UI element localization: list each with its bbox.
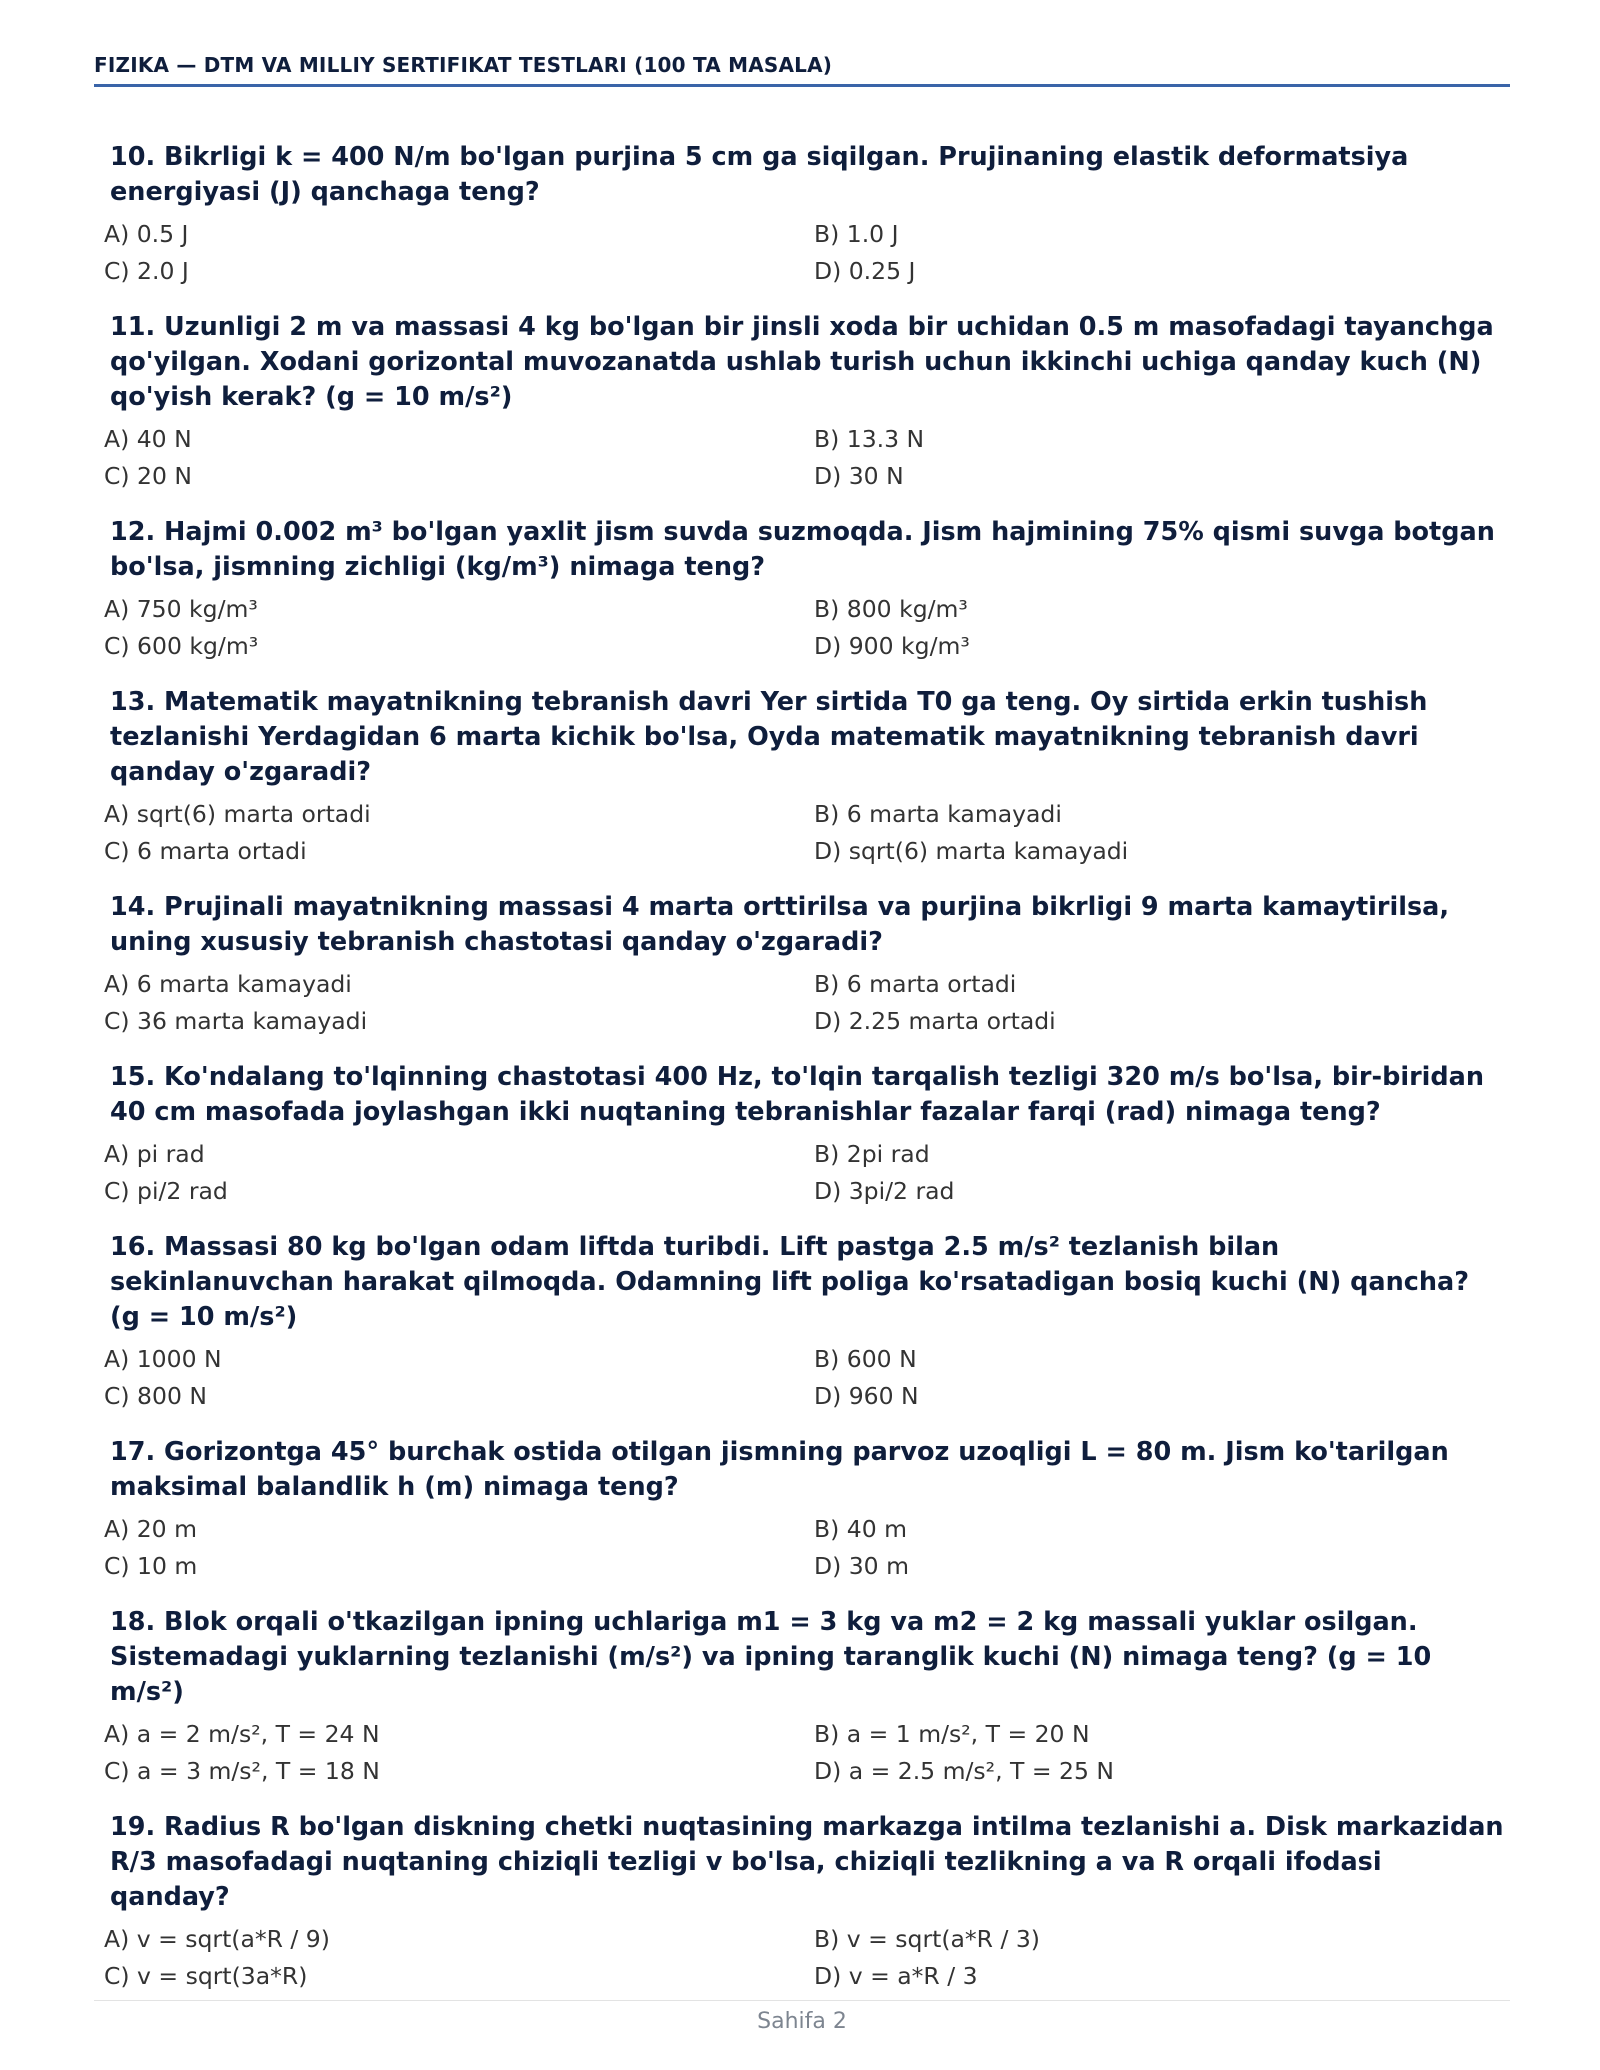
option-c: C) 600 kg/m³: [104, 632, 259, 660]
option-c: C) 10 m: [104, 1552, 198, 1580]
option-b: B) 6 marta kamayadi: [814, 800, 1062, 828]
answer-options: [104, 1716, 1504, 1790]
question-stem: 18. Blok orqali o'tkazilgan ipning uchlariga m1 = 3 kg va m2 = 2 kg massali yuklar osilgan. Sistemadagi yuklarning tezlanishi (m/s²) va ipning taranglik kuchi (N) nimaga teng? (g = 10 m/s²): [110, 1607, 1432, 1707]
question-list: [104, 140, 1504, 1995]
option-d: D) sqrt(6) marta kamayadi: [814, 837, 1129, 865]
answer-options: [104, 421, 1504, 495]
question-stem: 11. Uzunligi 2 m va massasi 4 kg bo'lgan bir jinsli xoda bir uchidan 0.5 m masofadagi tayanchga qo'yilgan. Xodani gorizontal muvozanatda ushlab turish uchun ikkinchi uchiga qanday kuch (N) qo'yish kerak? (g = 10 m/s²): [110, 312, 1494, 412]
option-b: B) 13.3 N: [814, 425, 925, 453]
option-d: D) 900 kg/m³: [814, 632, 970, 660]
option-b: B) a = 1 m/s², T = 20 N: [814, 1720, 1090, 1748]
option-b: B) 1.0 J: [814, 220, 899, 248]
option-c: C) 6 marta ortadi: [104, 837, 307, 865]
option-a: A) 0.5 J: [104, 220, 189, 248]
option-c: C) 800 N: [104, 1382, 207, 1410]
option-a: A) 20 m: [104, 1515, 197, 1543]
option-c: C) 20 N: [104, 462, 192, 490]
document-title: FIZIKA — DTM VA MILLIY SERTIFIKAT TESTLARI (100 TA MASALA): [94, 53, 833, 77]
option-d: D) 0.25 J: [814, 257, 916, 285]
option-b: B) 800 kg/m³: [814, 595, 968, 623]
option-b: B) 6 marta ortadi: [814, 970, 1017, 998]
answer-options: [104, 591, 1504, 665]
page-header: [94, 52, 1510, 87]
option-b: B) 40 m: [814, 1515, 908, 1543]
option-a: A) 750 kg/m³: [104, 595, 258, 623]
question-15: [104, 1060, 1504, 1210]
option-a: A) 1000 N: [104, 1345, 222, 1373]
answer-options: [104, 966, 1504, 1040]
answer-options: [104, 1921, 1504, 1995]
question-11: [104, 310, 1504, 495]
option-c: C) a = 3 m/s², T = 18 N: [104, 1757, 380, 1785]
option-d: D) 2.25 marta ortadi: [814, 1007, 1056, 1035]
option-d: D) a = 2.5 m/s², T = 25 N: [814, 1757, 1114, 1785]
question-17: [104, 1435, 1504, 1585]
question-18: [104, 1605, 1504, 1790]
option-c: C) pi/2 rad: [104, 1177, 228, 1205]
page-number: Sahifa 2: [757, 2009, 847, 2034]
question-stem: 15. Ko'ndalang to'lqinning chastotasi 400 Hz, to'lqin tarqalish tezligi 320 m/s bo'lsa, bir-biridan 40 cm masofada joylashgan ikki nuqtaning tebranishlar fazalar farqi (rad) nimaga teng?: [110, 1062, 1485, 1127]
answer-options: [104, 1511, 1504, 1585]
option-c: C) 2.0 J: [104, 257, 189, 285]
option-a: A) a = 2 m/s², T = 24 N: [104, 1720, 380, 1748]
question-13: [104, 685, 1504, 870]
option-b: B) v = sqrt(a*R / 3): [814, 1925, 1040, 1953]
option-d: D) 960 N: [814, 1382, 919, 1410]
question-stem: 13. Matematik mayatnikning tebranish davri Yer sirtida T0 ga teng. Oy sirtida erkin tushish tezlanishi Yerdagidan 6 marta kichik bo'lsa, Oyda matematik mayatnikning tebranish davri qanday o'zgaradi?: [110, 687, 1428, 787]
option-a: A) 40 N: [104, 425, 192, 453]
question-12: [104, 515, 1504, 665]
answer-options: [104, 796, 1504, 870]
answer-options: [104, 1341, 1504, 1415]
answer-options: [104, 1136, 1504, 1210]
answer-options: [104, 216, 1504, 290]
option-a: A) sqrt(6) marta ortadi: [104, 800, 371, 828]
question-stem: 10. Bikrligi k = 400 N/m bo'lgan purjina 5 cm ga siqilgan. Prujinaning elastik deformatsiya energiyasi (J) qanchaga teng?: [110, 142, 1409, 207]
question-stem: 19. Radius R bo'lgan diskning chetki nuqtasining markazga intilma tezlanishi a. Disk markazidan R/3 masofadagi nuqtaning chiziqli tezligi v bo'lsa, chiziqli tezlikning a va R orqali ifodasi qanday?: [110, 1812, 1504, 1912]
question-10: [104, 140, 1504, 290]
option-a: A) pi rad: [104, 1140, 205, 1168]
option-c: C) 36 marta kamayadi: [104, 1007, 368, 1035]
option-a: A) 6 marta kamayadi: [104, 970, 352, 998]
option-b: B) 2pi rad: [814, 1140, 930, 1168]
option-a: A) v = sqrt(a*R / 9): [104, 1925, 330, 1953]
question-16: [104, 1230, 1504, 1415]
question-19: [104, 1810, 1504, 1995]
option-b: B) 600 N: [814, 1345, 917, 1373]
option-d: D) v = a*R / 3: [814, 1962, 978, 1990]
question-stem: 12. Hajmi 0.002 m³ bo'lgan yaxlit jism suvda suzmoqda. Jism hajmining 75% qismi suvga botgan bo'lsa, jismning zichligi (kg/m³) nimaga teng?: [110, 517, 1495, 582]
question-14: [104, 890, 1504, 1040]
page-footer: [94, 2000, 1510, 2034]
option-d: D) 30 N: [814, 462, 904, 490]
question-stem: 14. Prujinali mayatnikning massasi 4 marta orttirilsa va purjina bikrligi 9 marta kamaytirilsa, uning xususiy tebranish chastotasi qanday o'zgaradi?: [110, 892, 1450, 957]
option-d: D) 30 m: [814, 1552, 909, 1580]
option-d: D) 3pi/2 rad: [814, 1177, 955, 1205]
option-c: C) v = sqrt(3a*R): [104, 1962, 308, 1990]
question-stem: 17. Gorizontga 45° burchak ostida otilgan jismning parvoz uzoqligi L = 80 m. Jism ko'tarilgan maksimal balandlik h (m) nimaga teng?: [110, 1437, 1449, 1502]
question-stem: 16. Massasi 80 kg bo'lgan odam liftda turibdi. Lift pastga 2.5 m/s² tezlanish bilan sekinlanuvchan harakat qilmoqda. Odamning lift poliga ko'rsatadigan bosiq kuchi (N) qancha? (g = 10 m/s²): [110, 1232, 1469, 1332]
